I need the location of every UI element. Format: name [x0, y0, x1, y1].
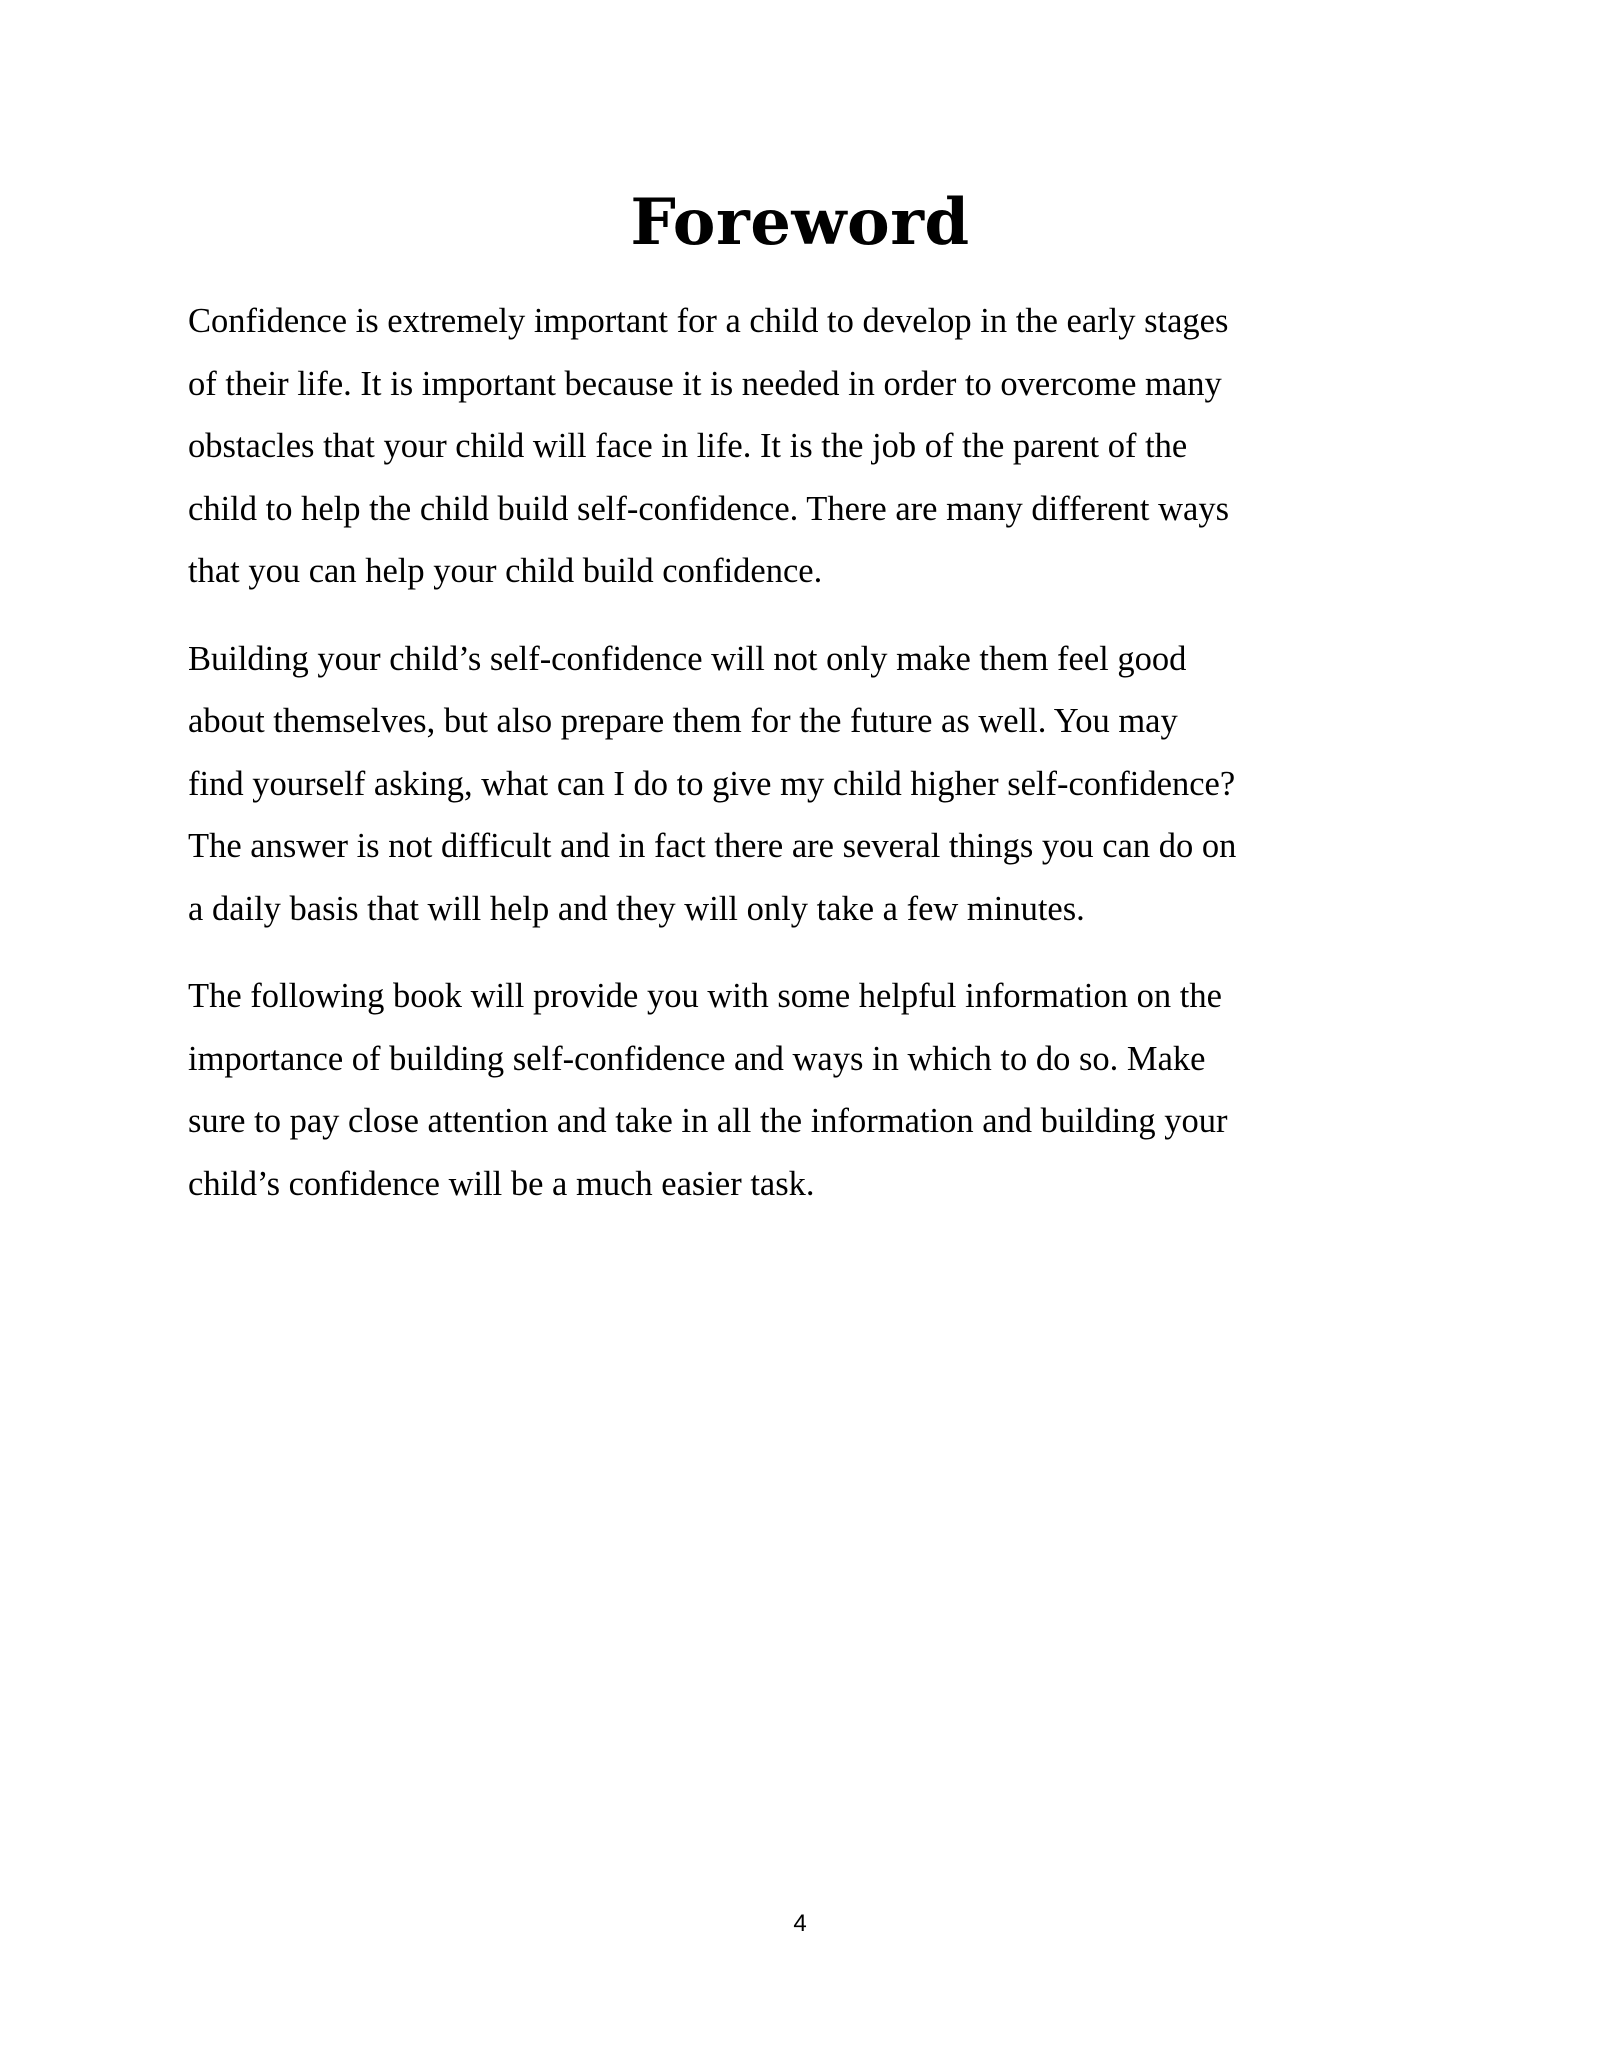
- paragraph-line: obstacles that your child will face in life. It is the job of the parent of the: [188, 427, 1188, 465]
- paragraph-line: of their life. It is important because it is needed in order to overcome many: [188, 364, 1222, 403]
- paragraph-line: a daily basis that will help and they will only take a few minutes.: [188, 889, 1085, 928]
- paragraph-3: [188, 965, 1418, 1215]
- body-text: [188, 290, 1418, 1240]
- paragraph-line: child to help the child build self-confidence. There are many different ways: [188, 489, 1230, 528]
- paragraph-line: child’s confidence will be a much easier task.: [188, 1164, 815, 1203]
- paragraph-line: The following book will provide you with some helpful information on the: [188, 977, 1222, 1015]
- paragraph-line: find yourself asking, what can I do to give my child higher self-confidence?: [188, 764, 1236, 803]
- paragraph-line: that you can help your child build confidence.: [188, 552, 823, 590]
- paragraph-1: [188, 290, 1418, 603]
- paragraph-line: sure to pay close attention and take in all the information and building your: [188, 1102, 1228, 1140]
- paragraph-2: [188, 628, 1418, 941]
- paragraph-line: about themselves, but also prepare them for the future as well. You may: [188, 702, 1178, 740]
- paragraph-line: Confidence is extremely important for a child to develop in the early stages: [188, 302, 1229, 340]
- paragraph-line: The answer is not difficult and in fact there are several things you can do on: [188, 827, 1237, 865]
- paragraph-line: importance of building self-confidence and ways in which to do so. Make: [188, 1039, 1206, 1078]
- page-number: 4: [793, 1910, 807, 1937]
- paragraph-line: Building your child’s self-confidence will not only make them feel good: [188, 639, 1187, 678]
- page-title: Foreword: [630, 185, 970, 260]
